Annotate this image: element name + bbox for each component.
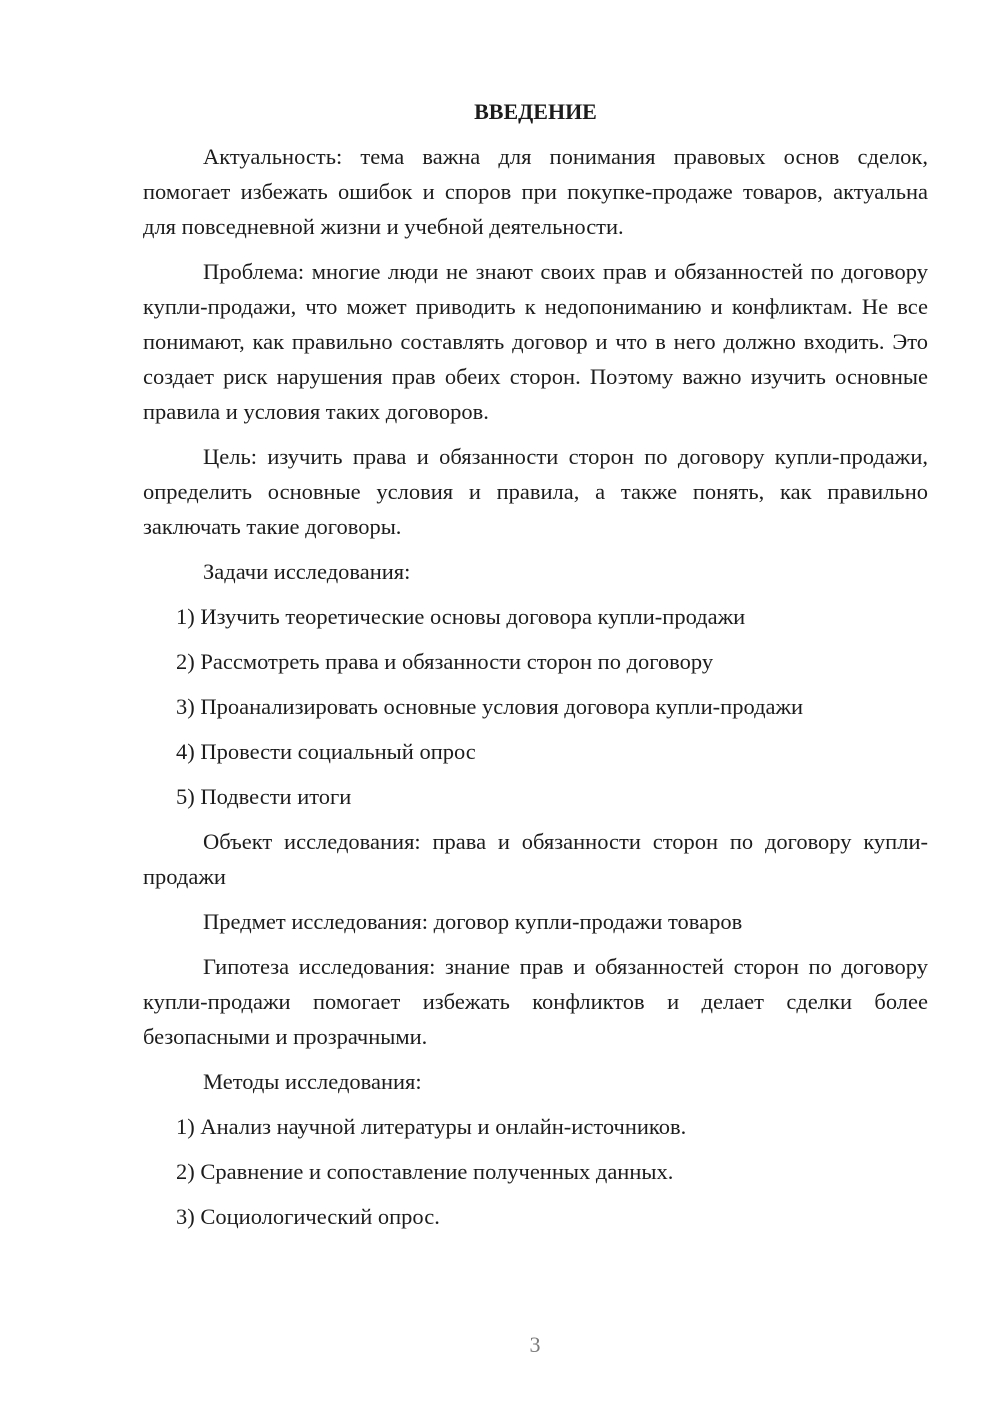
task-item: 5) Подвести итоги bbox=[176, 784, 352, 809]
task-item: 4) Провести социальный опрос bbox=[176, 739, 476, 764]
task-item: 3) Проанализировать основные условия договора купли-продажи bbox=[176, 694, 804, 719]
problem-paragraph: Проблема: многие люди не знают своих прав и обязанностей по договору купли-продажи, что может приводить к недопониманию и конфликтам. Не все понимают, как правильно составлять договор и что в него должно входить. Это создает риск нарушения прав обеих сторон. Поэтому важно изучить основные правила и условия таких договоров. bbox=[143, 259, 928, 424]
goal-paragraph: Цель: изучить права и обязанности сторон по договору купли-продажи, определить основные условия и правила, а также понять, как правильно заключать такие договоры. bbox=[143, 444, 928, 539]
method-item: 2) Сравнение и сопоставление полученных данных. bbox=[176, 1159, 674, 1184]
task-item: 1) Изучить теоретические основы договора купли-продажи bbox=[176, 604, 746, 629]
hypothesis-paragraph: Гипотеза исследования: знание прав и обязанностей сторон по договору купли-продажи помогает избежать конфликтов и делает сделки более безопасными и прозрачными. bbox=[143, 954, 928, 1049]
method-item: 3) Социологический опрос. bbox=[176, 1204, 440, 1229]
page-number: 3 bbox=[529, 1332, 541, 1357]
tasks-title: Задачи исследования: bbox=[203, 559, 411, 584]
subject-paragraph: Предмет исследования: договор купли-продажи товаров bbox=[203, 909, 743, 934]
methods-title: Методы исследования: bbox=[203, 1069, 422, 1094]
object-paragraph: Объект исследования: права и обязанности сторон по договору купли-продажи bbox=[143, 829, 928, 889]
section-heading: ВВЕДЕНИЕ bbox=[474, 99, 597, 124]
method-item: 1) Анализ научной литературы и онлайн-источников. bbox=[176, 1114, 687, 1139]
task-item: 2) Рассмотреть права и обязанности сторон по договору bbox=[176, 649, 714, 674]
relevance-paragraph: Актуальность: тема важна для понимания правовых основ сделок, помогает избежать ошибок и споров при покупке-продаже товаров, актуальна для повседневной жизни и учебной деятельности. bbox=[143, 144, 928, 239]
